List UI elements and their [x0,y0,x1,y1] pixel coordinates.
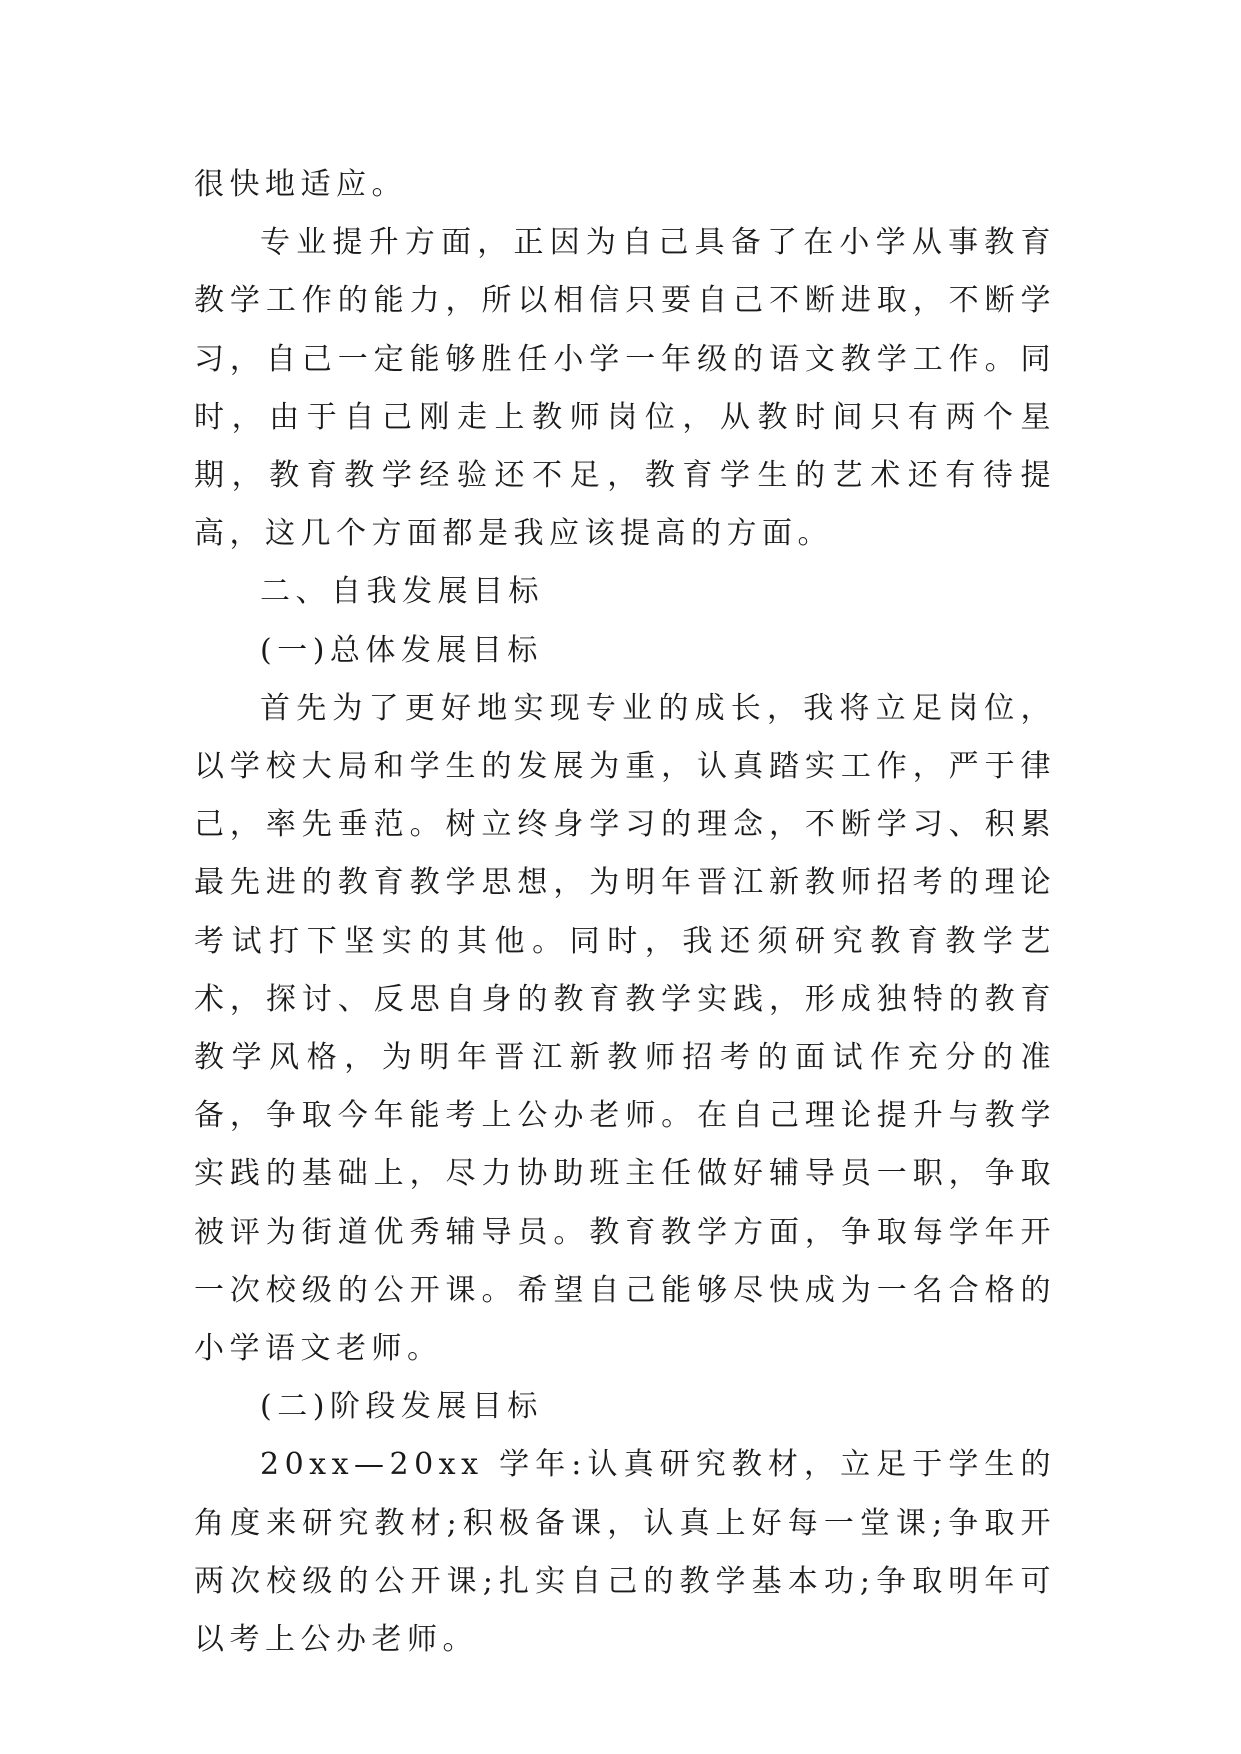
paragraph-stage-goals: 20xx—20xx 学年:认真研究教材，立足于学生的角度来研究教材;积极备课，认真上好每一堂课;争取开两次校级的公开课;扎实自己的教学基本功;争取明年可以考上公办老师。 [194,1447,1056,1658]
subsection-heading-stage-goals: (二)阶段发展目标 [260,1389,543,1425]
document-body [194,156,1056,1669]
paragraph-continuation: 很快地适应。 [194,167,407,202]
paragraph-professional-improvement: 专业提升方面，正因为自己具备了在小学从事教育教学工作的能力，所以相信只要自己不断进取，不断学习，自己一定能够胜任小学一年级的语文教学工作。同时，由于自己刚走上教师岗位，从教时间只有两个星期，教育教学经验还不足，教育学生的艺术还有待提高，这几个方面都是我应该提高的方面。 [194,225,1056,552]
paragraph-overall-goals: 首先为了更好地实现专业的成长，我将立足岗位，以学校大局和学生的发展为重，认真踏实工作，严于律己，率先垂范。树立终身学习的理念，不断学习、积累最先进的教育教学思想，为明年晋江新教师招考的理论考试打下坚实的其他。同时，我还须研究教育教学艺术，探讨、反思自身的教育教学实践，形成独特的教育教学风格，为明年晋江新教师招考的面试作充分的准备，争取今年能考上公办老师。在自己理论提升与教学实践的基础上，尽力协助班主任做好辅导员一职，争取被评为街道优秀辅导员。教育教学方面，争取每学年开一次校级的公开课。希望自己能够尽快成为一名合格的小学语文老师。 [194,690,1056,1367]
section-heading-self-development-goals: 二、自我发展目标 [260,574,544,610]
subsection-heading-overall-goals: (一)总体发展目标 [260,632,543,668]
